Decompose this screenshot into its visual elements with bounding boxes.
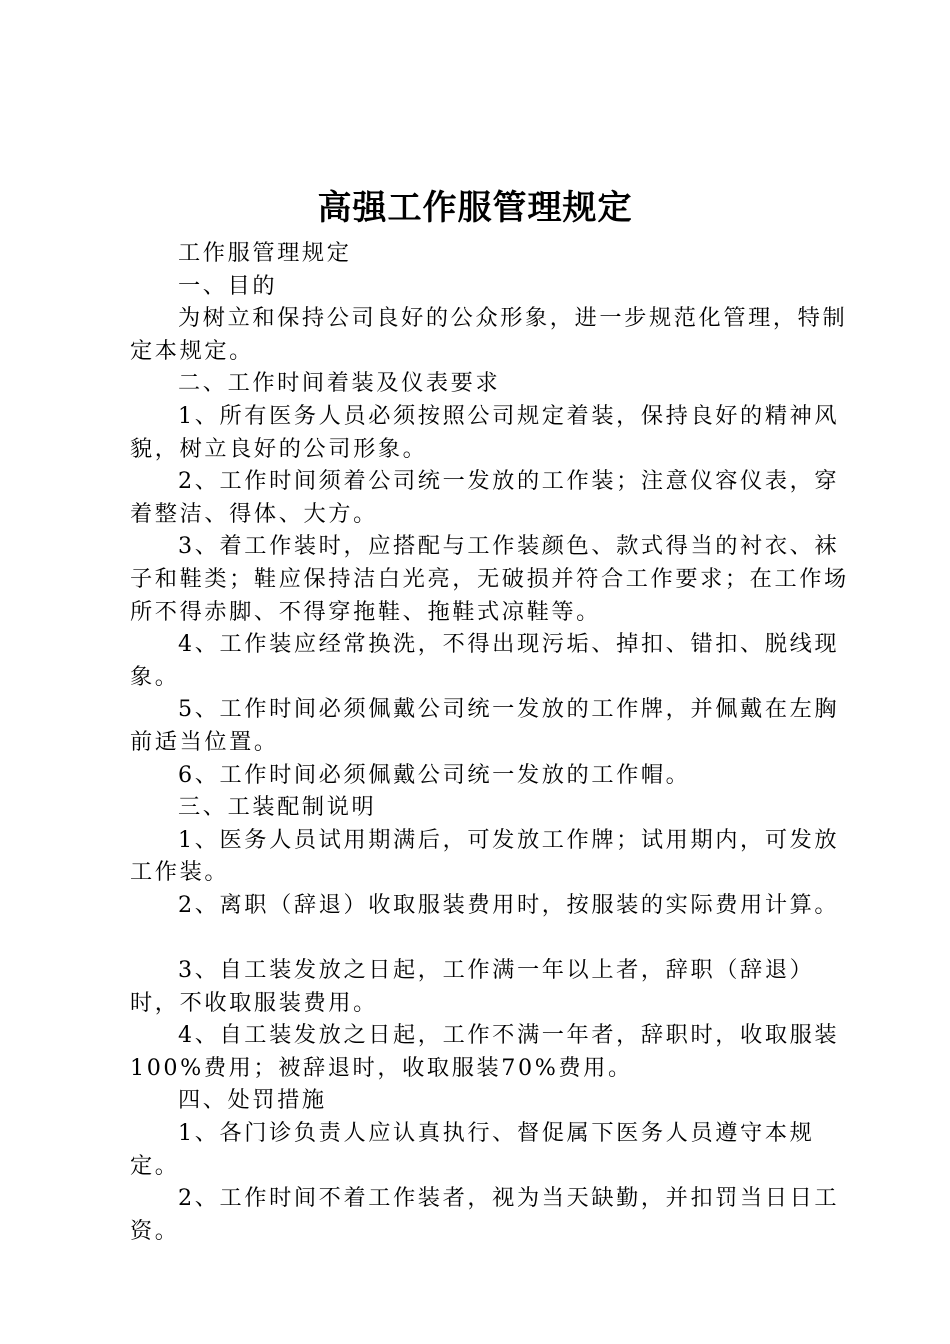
section-heading-dress-code: 二、工作时间着装及仪表要求	[178, 370, 501, 397]
paragraph: 1、各门诊负责人应认真执行、督促属下医务人员遵守本规定。	[130, 1120, 815, 1179]
paragraph: 4、自工装发放之日起，工作不满一年者，辞职时，收取服装100%费用；被辞退时，收取服装70%费用。	[130, 1022, 840, 1081]
document-title: 高强工作服管理规定	[317, 188, 633, 228]
section-heading-uniform-issue: 三、工装配制说明	[178, 794, 377, 821]
paragraph: 为树立和保持公司良好的公众形象，进一步规范化管理，特制定本规定。	[130, 305, 848, 364]
document-body	[130, 237, 850, 1247]
paragraph: 2、工作时间须着公司统一发放的工作装；注意仪容仪表，穿着整洁、得体、大方。	[130, 468, 840, 527]
paragraph: 3、自工装发放之日起，工作满一年以上者，辞职（辞退）时，不收取服装费用。	[130, 957, 815, 1016]
paragraph: 1、所有医务人员必须按照公司规定着装，保持良好的精神风貌，树立良好的公司形象。	[130, 402, 840, 462]
paragraph-heading: 工作服管理规定	[178, 240, 352, 266]
paragraph: 1、医务人员试用期满后，可发放工作牌；试用期内，可发放工作装。	[130, 826, 840, 886]
paragraph: 6、工作时间必须佩戴公司统一发放的工作帽。	[178, 761, 691, 788]
paragraph: 3、着工作装时，应搭配与工作装颜色、款式得当的衬衣、袜子和鞋类；鞋应保持洁白光亮，无破损并符合工作要求；在工作场所不得赤脚、不得穿拖鞋、拖鞋式凉鞋等。	[130, 533, 849, 625]
paragraph: 4、工作装应经常换洗，不得出现污垢、掉扣、错扣、脱线现象。	[130, 631, 840, 690]
paragraph: 2、工作时间不着工作装者，视为当天缺勤，并扣罚当日日工资。	[130, 1185, 840, 1244]
section-heading-purpose: 一、目的	[178, 272, 278, 299]
section-heading-penalties: 四、处罚措施	[178, 1087, 327, 1114]
paragraph: 5、工作时间必须佩戴公司统一发放的工作牌，并佩戴在左胸前适当位置。	[130, 696, 840, 755]
paragraph: 2、离职（辞退）收取服装费用时，按服装的实际费用计算。	[178, 891, 840, 918]
